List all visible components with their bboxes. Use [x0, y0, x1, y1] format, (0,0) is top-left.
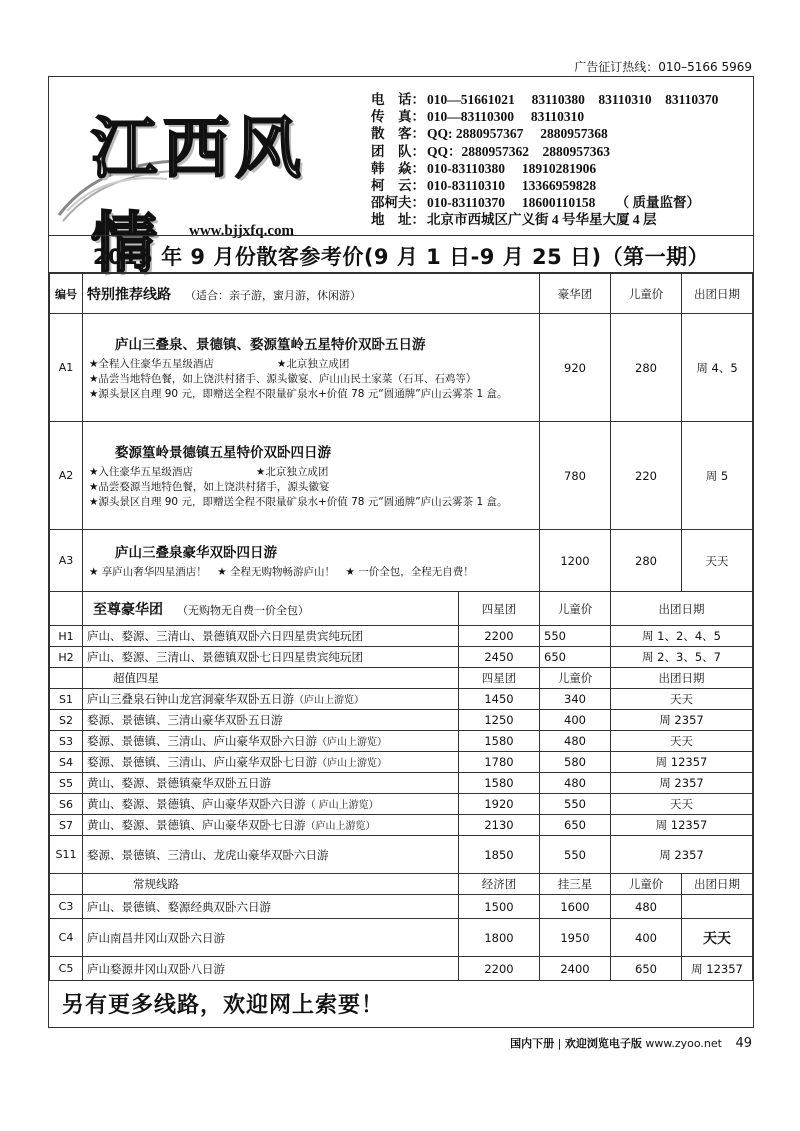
- route-date: 天天: [611, 731, 753, 752]
- page-footer: [510, 1035, 752, 1051]
- route-price: 1850: [459, 836, 540, 874]
- code-cell: [50, 874, 83, 895]
- table-row: [50, 752, 753, 773]
- route-date: 周 12357: [611, 752, 753, 773]
- route-code: A3: [50, 530, 83, 592]
- route-child-price: 480: [540, 773, 611, 794]
- contact-label: 地 址：: [371, 212, 425, 228]
- route-price-3star: 1600: [540, 895, 611, 919]
- route-code: S7: [50, 815, 83, 836]
- contact-row: [371, 194, 718, 211]
- contact-list: [371, 91, 718, 229]
- route-date: 周 12357: [682, 957, 753, 981]
- route-code: H2: [50, 647, 83, 668]
- page-headline: 2015 年 9 月份散客参考价(9 月 1 日-9 月 25 日)（第一期）: [92, 245, 710, 269]
- table-row: [50, 895, 753, 919]
- route-price-3star: 2400: [540, 957, 611, 981]
- route-price: 1500: [459, 895, 540, 919]
- table-row: [50, 919, 753, 957]
- route-code: S3: [50, 731, 83, 752]
- route-child-price: 550: [540, 794, 611, 815]
- route-date: 周 1、2、4、5: [611, 626, 753, 647]
- col-header: 四星团: [459, 668, 540, 689]
- route-name: 庐山、婺源、三清山、景德镇双卧七日四星贵宾纯玩团: [83, 647, 459, 668]
- contact-label: 韩 焱：: [371, 160, 425, 176]
- route-child-price: 280: [611, 314, 682, 422]
- contact-label: 邵柯夫：: [371, 195, 425, 211]
- route-note: （庐山上游览）: [317, 737, 387, 748]
- route-price-3star: 1950: [540, 919, 611, 957]
- code-cell: [50, 668, 83, 689]
- route-feature: ★品尝婺源当地特色餐，如上饶洪村猪手，源头徽宴: [89, 481, 330, 493]
- route-child-price: 550: [540, 626, 611, 647]
- route-note: （ 庐山上游览）: [305, 800, 379, 811]
- route-date: 周 2357: [611, 710, 753, 731]
- route-note: （庐山上游览）: [305, 821, 376, 832]
- section-header: 至尊豪华团 （无购物无自费一价全包）: [83, 592, 459, 626]
- contact-value: 010-83110380 18910281906: [427, 160, 597, 176]
- route-name: 黄山、婺源、景德镇、庐山豪华双卧六日游: [87, 797, 306, 811]
- table-row: [50, 626, 753, 647]
- route-name: 庐山三叠泉石钟山龙宫洞豪华双卧五日游: [87, 692, 294, 706]
- contact-row: [371, 125, 718, 142]
- route-feature: ★入住豪华五星级酒店 ★北京独立成团: [89, 466, 329, 478]
- route-price: 1450: [459, 689, 540, 710]
- contact-row: [371, 143, 718, 160]
- price-table: [49, 273, 753, 981]
- contact-value: 010—51661021 83110380 83110310 83110370: [427, 92, 719, 107]
- contact-label: 柯 云：: [371, 178, 425, 194]
- route-child-price: 220: [611, 422, 682, 530]
- route-code: A2: [50, 422, 83, 530]
- route-detail: [83, 422, 540, 530]
- col-header: 儿童价: [540, 592, 611, 626]
- route-note: （庐山上游览）: [294, 695, 364, 706]
- logo-text: 江西风情: [91, 109, 307, 282]
- col-header: 经济团: [459, 874, 540, 895]
- route-name-cell: [83, 710, 459, 731]
- route-child-price: 280: [611, 530, 682, 592]
- contact-row: [371, 211, 718, 228]
- contact-value: 010—83110300 83110310: [427, 109, 585, 125]
- route-detail: [83, 530, 540, 592]
- route-name: 庐山婺源井冈山双卧八日游: [83, 957, 459, 981]
- route-child-price: 340: [540, 689, 611, 710]
- route-name-cell: [83, 815, 459, 836]
- route-code: S4: [50, 752, 83, 773]
- route-child-price: 550: [540, 836, 611, 874]
- route-date: [682, 895, 753, 919]
- route-feature: ★源头景区自理 90 元，即赠送全程不限量矿泉水+价值 78 元“圆通牌”庐山云雾茶 1 盒。: [89, 496, 508, 508]
- contact-value: 010-83110370 18600110158 （ 质量监督）: [427, 195, 701, 211]
- col-header: 四星团: [459, 592, 540, 626]
- table-row: [50, 689, 753, 710]
- contact-row: [371, 91, 718, 108]
- slogan: 另有更多线路，欢迎网上索要！: [62, 993, 385, 1018]
- table-row: [50, 731, 753, 752]
- footer-site[interactable]: www.zyoo.net: [645, 1037, 722, 1050]
- route-row: [50, 422, 753, 530]
- route-price: 2200: [459, 957, 540, 981]
- route-price: 920: [540, 314, 611, 422]
- route-title: 庐山三叠泉豪华双卧四日游: [115, 545, 277, 561]
- table-row: [50, 773, 753, 794]
- route-child-price: 400: [611, 919, 682, 957]
- route-code: A1: [50, 314, 83, 422]
- route-detail: [83, 314, 540, 422]
- route-child-price: 400: [540, 710, 611, 731]
- col-header: 儿童价: [611, 874, 682, 895]
- route-title: 婺源篁岭景德镇五星特价双卧四日游: [115, 445, 331, 461]
- route-feature: ★品尝当地特色餐，如上饶洪村猪手、源头徽宴、庐山山民土家菜（石耳、石鸡等）: [89, 373, 477, 385]
- route-date: 周 4、5: [682, 314, 753, 422]
- route-price: 1580: [459, 731, 540, 752]
- contact-row: [371, 177, 718, 194]
- route-name-cell: [83, 689, 459, 710]
- route-row: [50, 314, 753, 422]
- route-code: C3: [50, 895, 83, 919]
- table-row: [50, 957, 753, 981]
- contact-value: 北京市西城区广义街 4 号华星大厦 4 层: [427, 212, 657, 228]
- col-header: 出团日期: [611, 668, 753, 689]
- route-child-price: 480: [611, 895, 682, 919]
- section-header: 常规线路: [83, 874, 459, 895]
- route-price: 1250: [459, 710, 540, 731]
- col-header: 挂三星: [540, 874, 611, 895]
- route-price: 2200: [459, 626, 540, 647]
- route-name-cell: [83, 794, 459, 815]
- contact-label: 散 客：: [371, 126, 425, 142]
- page-number: 49: [735, 1036, 752, 1051]
- route-price: 2130: [459, 815, 540, 836]
- route-code: S1: [50, 689, 83, 710]
- contact-value: QQ: 2880957367 2880957368: [427, 126, 608, 142]
- table-header: [50, 274, 753, 314]
- route-name: 庐山、婺源、三清山、景德镇双卧六日四星贵宾纯玩团: [83, 626, 459, 647]
- table-row: [50, 836, 753, 874]
- route-child-price: 480: [540, 731, 611, 752]
- contact-value: QQ：2880957362 2880957363: [427, 143, 611, 159]
- route-date: 周 2357: [611, 836, 753, 874]
- route-price: 780: [540, 422, 611, 530]
- table-row: [50, 647, 753, 668]
- footer-note: 欢迎浏览电子版: [564, 1037, 642, 1050]
- route-price: 1780: [459, 752, 540, 773]
- code-header: 编号: [50, 274, 83, 314]
- col-header: 出团日期: [682, 274, 753, 314]
- table-row: [50, 710, 753, 731]
- route-name-cell: [83, 752, 459, 773]
- route-date: 周 2、3、5、7: [611, 647, 753, 668]
- route-date: 天天: [682, 530, 753, 592]
- route-title: 庐山三叠泉、景德镇、婺源篁岭五星特价双卧五日游: [115, 337, 426, 353]
- route-name-cell: [83, 731, 459, 752]
- footer-section: 国内下册: [510, 1037, 555, 1050]
- route-date: 周 5: [682, 422, 753, 530]
- route-child-price: 580: [540, 752, 611, 773]
- route-date: 天天: [682, 919, 753, 957]
- route-code: S5: [50, 773, 83, 794]
- contact-label: 电 话：: [371, 92, 425, 107]
- route-name: 婺源、景德镇、三清山、龙虎山豪华双卧六日游: [87, 847, 329, 862]
- brand-logo: [57, 85, 357, 282]
- section-header-row: [50, 874, 753, 895]
- route-date: 周 12357: [611, 815, 753, 836]
- route-feature: ★ 享庐山奢华四星酒店！ ★ 全程无购物畅游庐山！ ★ 一价全包，全程无自费！: [89, 566, 474, 578]
- route-date: 天天: [611, 794, 753, 815]
- route-name: 黄山、婺源、景德镇、庐山豪华双卧七日游: [87, 818, 306, 832]
- route-child-price: 650: [540, 647, 611, 668]
- route-price: 1200: [540, 530, 611, 592]
- contact-row: [371, 160, 718, 177]
- col-header: 出团日期: [611, 592, 753, 626]
- page-frame: [48, 76, 754, 1028]
- route-name: 婺源、景德镇、三清山豪华双卧五日游: [87, 713, 283, 727]
- route-code: S11: [50, 836, 83, 874]
- code-cell: [50, 592, 83, 626]
- route-code: C5: [50, 957, 83, 981]
- section-header: 超值四星: [83, 668, 459, 689]
- route-price: 2450: [459, 647, 540, 668]
- route-row: [50, 530, 753, 592]
- route-name: 庐山、景德镇、婺源经典双卧六日游: [83, 895, 459, 919]
- ad-hotline: 广告征订热线：010–5166 5969: [574, 60, 752, 74]
- route-price: 1920: [459, 794, 540, 815]
- route-name-cell: [83, 773, 459, 794]
- route-code: H1: [50, 626, 83, 647]
- route-note: （庐山上游览）: [317, 758, 387, 769]
- route-name: 婺源、景德镇、三清山、庐山豪华双卧七日游: [87, 755, 317, 769]
- route-name: 婺源、景德镇、三清山、庐山豪华双卧六日游: [87, 734, 317, 748]
- route-code: S2: [50, 710, 83, 731]
- col-header: 出团日期: [682, 874, 753, 895]
- contact-label: 团 队：: [371, 143, 425, 159]
- divider: [49, 235, 753, 236]
- contact-row: [371, 108, 718, 125]
- section-header-row: [50, 668, 753, 689]
- table-row: [50, 815, 753, 836]
- route-date: 周 2357: [611, 773, 753, 794]
- route-code: C4: [50, 919, 83, 957]
- col-header: 儿童价: [540, 668, 611, 689]
- route-price: 1800: [459, 919, 540, 957]
- col-header: 豪华团: [540, 274, 611, 314]
- section-header: 特别推荐线路 （适合：亲子游，蜜月游，休闲游）: [83, 274, 540, 314]
- contact-value: 010-83110310 13366959828: [427, 178, 597, 194]
- route-name: 黄山、婺源、景德镇豪华双卧五日游: [87, 776, 271, 790]
- section-header-row: [50, 592, 753, 626]
- route-feature: ★源头景区自理 90 元，即赠送全程不限量矿泉水+价值 78 元“圆通牌”庐山云雾茶 1 盒。: [89, 388, 508, 400]
- route-price: 1580: [459, 773, 540, 794]
- route-name-cell: [83, 836, 459, 874]
- route-feature: ★全程入住豪华五星级酒店 ★北京独立成团: [89, 358, 350, 370]
- route-child-price: 650: [611, 957, 682, 981]
- route-child-price: 650: [540, 815, 611, 836]
- route-date: 天天: [611, 689, 753, 710]
- route-code: S6: [50, 794, 83, 815]
- table-row: [50, 794, 753, 815]
- logo-url[interactable]: www.bjjxfq.com: [189, 223, 294, 239]
- footer-separator: |: [557, 1037, 565, 1050]
- route-name: 庐山南昌井冈山双卧六日游: [83, 919, 459, 957]
- col-header: 儿童价: [611, 274, 682, 314]
- contact-label: 传 真：: [371, 109, 425, 125]
